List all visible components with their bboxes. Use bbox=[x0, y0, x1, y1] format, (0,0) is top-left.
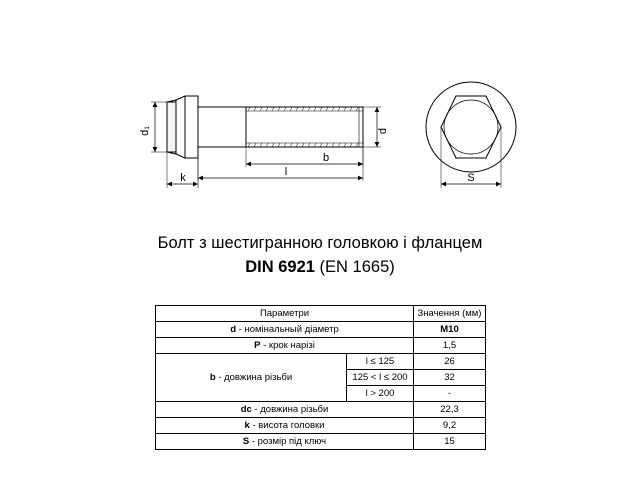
dimension-label-l: l bbox=[284, 166, 288, 178]
specification-table bbox=[155, 305, 486, 450]
param-text-p: - крок нарізі bbox=[260, 340, 315, 351]
dimension-label-b: b bbox=[322, 152, 330, 164]
param-symbol-d: d bbox=[230, 324, 237, 335]
standard-alt: (EN 1665) bbox=[319, 258, 395, 276]
table-row bbox=[156, 402, 486, 418]
dimension-label-s: S bbox=[467, 172, 475, 184]
param-symbol-b: b bbox=[209, 372, 216, 383]
dimension-label-k: k bbox=[180, 172, 186, 184]
param-cell-p bbox=[156, 338, 414, 354]
title-block bbox=[0, 232, 640, 278]
param-symbol-k: k bbox=[244, 420, 250, 431]
table-row bbox=[156, 434, 486, 450]
value-cell-b2: 32 bbox=[414, 370, 486, 386]
param-text-k: - висота головки bbox=[249, 420, 325, 431]
bolt-thread bbox=[246, 107, 363, 147]
param-cell-b bbox=[156, 354, 347, 402]
title-description: Болт з шестигранною головкою і фланцем bbox=[157, 234, 483, 252]
param-symbol-p: P bbox=[254, 340, 261, 351]
value-cell-k: 9,2 bbox=[414, 418, 486, 434]
param-cell-k bbox=[156, 418, 414, 434]
condition-cell-b3: l > 200 bbox=[347, 386, 414, 402]
dimension-label-d: d bbox=[377, 127, 389, 135]
param-text-dc: - довжина різьби bbox=[251, 404, 329, 415]
table-row bbox=[156, 418, 486, 434]
table-header-row bbox=[156, 306, 486, 322]
value-cell-b1: 26 bbox=[414, 354, 486, 370]
param-cell-s bbox=[156, 434, 414, 450]
value-cell-b3: - bbox=[414, 386, 486, 402]
param-text-d: - номінальный діаметр bbox=[236, 324, 339, 335]
header-value: Значення (мм) bbox=[414, 306, 486, 322]
standard-number: DIN 6921 bbox=[245, 258, 315, 276]
param-cell-dc bbox=[156, 402, 414, 418]
value-cell-d: M10 bbox=[414, 322, 486, 338]
value-cell-dc: 22,3 bbox=[414, 402, 486, 418]
param-symbol-dc: dc bbox=[240, 404, 252, 415]
condition-cell-b2: 125 < l ≤ 200 bbox=[347, 370, 414, 386]
param-symbol-s: S bbox=[242, 436, 250, 447]
title-standard bbox=[0, 256, 640, 278]
bolt-shank bbox=[198, 107, 246, 147]
param-cell-d bbox=[156, 322, 414, 338]
dimension-label-d1: d₁ bbox=[139, 126, 151, 136]
header-parameter: Параметри bbox=[156, 306, 414, 322]
value-cell-s: 15 bbox=[414, 434, 486, 450]
table-row bbox=[156, 322, 486, 338]
condition-cell-b1: l ≤ 125 bbox=[347, 354, 414, 370]
table-row bbox=[156, 338, 486, 354]
value-cell-p: 1,5 bbox=[414, 338, 486, 354]
table-row bbox=[156, 354, 486, 370]
technical-drawing bbox=[0, 0, 640, 215]
bolt-head-end-view bbox=[426, 82, 516, 172]
bolt-head-side bbox=[167, 96, 198, 158]
param-text-b: - довжина різьби bbox=[215, 372, 293, 383]
bolt-drawing-svg bbox=[0, 0, 640, 215]
param-text-s: - розмір під ключ bbox=[249, 436, 327, 447]
